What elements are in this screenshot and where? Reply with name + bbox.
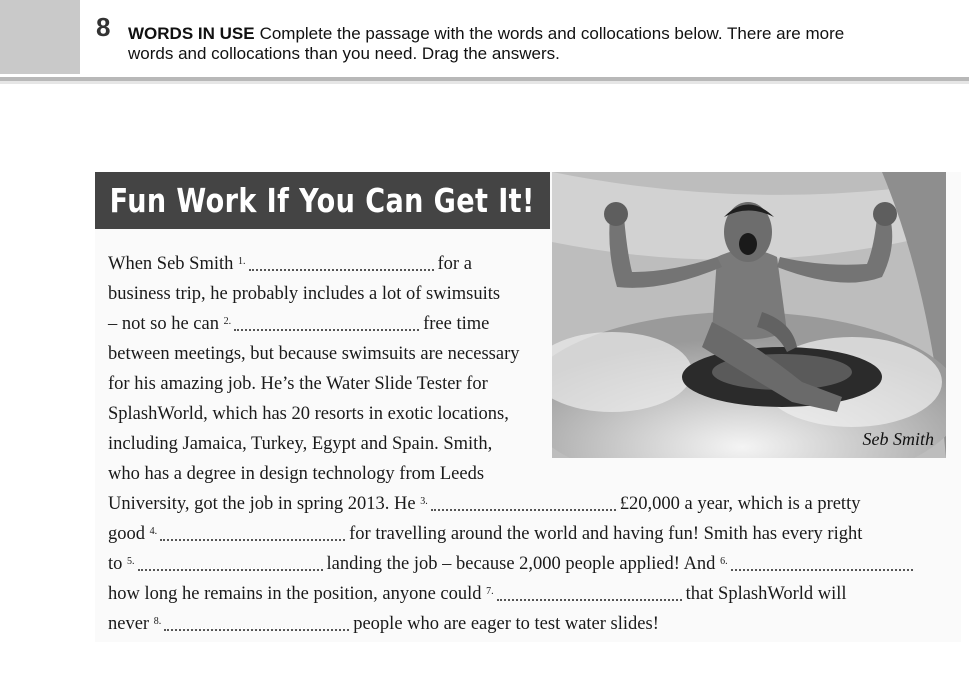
passage-line: how long he remains in the position, anyone could $^{7.}$ that SplashWorld will <box>108 584 847 604</box>
header-divider-shadow <box>0 81 969 84</box>
answer-gap-6[interactable] <box>731 559 913 571</box>
passage-line: never $^{8.}$ people who are eager to test water slides! <box>108 614 659 634</box>
gap-number: 8. <box>153 616 162 627</box>
passage-line: who has a degree in design technology from Leeds <box>108 464 485 484</box>
exercise-number: 8 <box>96 12 111 42</box>
exercise-number-tab <box>0 0 80 74</box>
gap-number: 5. <box>127 556 135 567</box>
gap-number: 4. <box>149 526 158 537</box>
gap-number: 2. <box>223 316 232 327</box>
answer-gap-8[interactable] <box>164 619 349 631</box>
answer-gap-3[interactable] <box>431 499 616 511</box>
passage-line: When Seb Smith $^{1.}$ for a <box>108 254 472 274</box>
instruction-text-2: words and collocations than you need. Drag the answers. <box>128 44 560 63</box>
answer-gap-5[interactable] <box>138 559 323 571</box>
passage-line: to $^{5.}$ landing the job – because 2,000 people applied! And $^{6.}$ <box>108 553 913 575</box>
article-title <box>95 172 550 229</box>
article-title-text: Fun Work If You Can Get It! <box>109 181 536 220</box>
water-slide-photo <box>552 172 946 458</box>
passage-line: University, got the job in spring 2013. He $^{3.}$ £20,000 a year, which is a pretty <box>108 494 861 514</box>
passage-line: including Jamaica, Turkey, Egypt and Spain. Smith, <box>108 434 493 454</box>
passage-line: business trip, he probably includes a lot of swimsuits <box>108 284 501 304</box>
passage-line: for his amazing job. He’s the Water Slide Tester for <box>108 374 488 394</box>
gap-number: 6. <box>720 556 728 567</box>
answer-gap-7[interactable] <box>497 589 682 601</box>
gap-number: 1. <box>238 256 246 267</box>
passage-line: SplashWorld, which has 20 resorts in exotic locations, <box>108 404 509 424</box>
article-photo <box>552 172 946 458</box>
exercise-instructions <box>128 24 928 64</box>
answer-gap-1[interactable] <box>249 259 434 271</box>
gap-number: 3. <box>420 496 428 507</box>
photo-caption: Seb Smith <box>862 429 934 449</box>
instruction-text-1: Complete the passage with the words and collocations below. There are more <box>259 24 845 43</box>
answer-gap-2[interactable] <box>234 319 419 331</box>
passage-line: good $^{4.}$ for travelling around the world and having fun! Smith has every right <box>108 524 863 544</box>
answer-gap-4[interactable] <box>160 529 345 541</box>
gap-number: 7. <box>486 586 494 597</box>
passage-line: – not so he can $^{2.}$ free time <box>108 314 490 334</box>
passage-line: between meetings, but because swimsuits are necessary <box>108 344 520 364</box>
instruction-keyword: WORDS IN USE <box>128 24 255 43</box>
